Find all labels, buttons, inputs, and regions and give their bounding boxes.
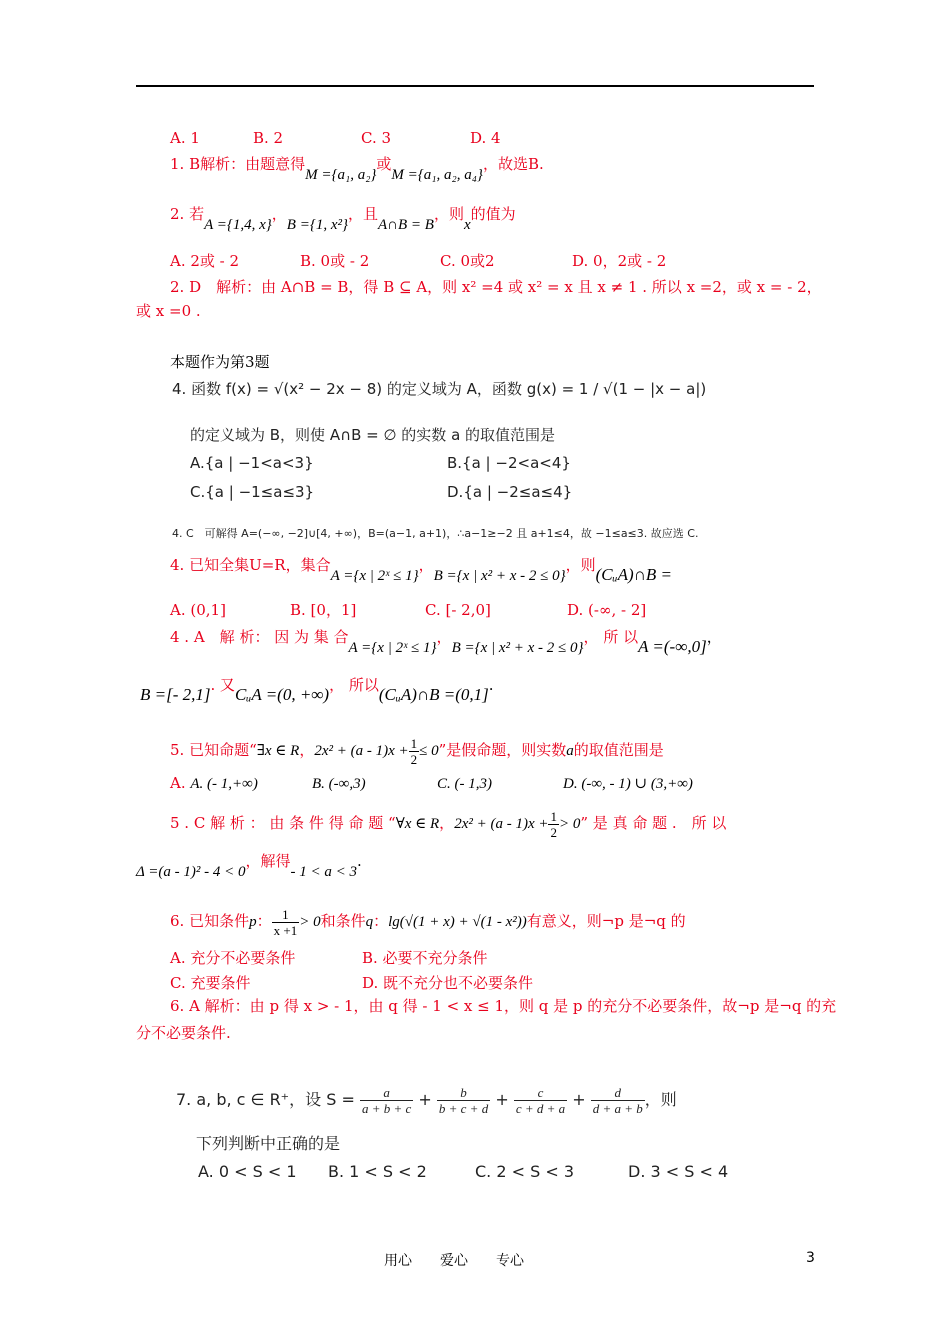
q7-stem-line1: 7. a, b, c ∈ R⁺，设 S = $\frac{a}{a + b + c}$ + $\frac{b}{b + c + d}$ + $\frac{c}{c + d + a}$ + $\frac{d}{d + a + b}$ ，则 bbox=[176, 1085, 677, 1116]
q2-solution-line2: 或 x =0 . bbox=[136, 302, 201, 320]
q1-option-a: A. 1 bbox=[170, 129, 200, 147]
q3-option-c: C.{a | −1≤a≤3} bbox=[190, 483, 315, 501]
q1-option-c: C. 3 bbox=[361, 129, 392, 147]
q3-note: 本题作为第3题 bbox=[170, 353, 270, 371]
q4-solution-line1: 4 . A 解 析： 因 为 集 合A ={x | 2ˣ ≤ 1}，B ={x | x² + x - 2 ≤ 0}， 所 以A =(-∞,0]， bbox=[170, 628, 722, 656]
footer-motto: 用心 爱心 专心 bbox=[384, 1253, 524, 1269]
q7-option-b: B. 1 < S < 2 bbox=[328, 1162, 427, 1181]
q1-option-b: B. 2 bbox=[253, 129, 284, 147]
q7-option-d: D. 3 < S < 4 bbox=[628, 1162, 729, 1181]
q2-solution-line1: 2. D 解析：由 A∩B = B，得 B ⊆ A，则 x² =4 或 x² = x 且 x ≠ 1 . 所以 x =2，或 x = - 2， bbox=[170, 278, 822, 296]
q2-option-b: B. 0或 - 2 bbox=[300, 252, 370, 270]
q5-solution-line2: Δ =(a - 1)² - 4 < 0，解得- 1 < a < 3. bbox=[136, 852, 362, 880]
q3-stem-line1: 4. 函数 f(x) = √(x² − 2x − 8) 的定义域为 A，函数 g(x) = 1 / √(1 − |x − a|) bbox=[172, 380, 707, 398]
q2-option-c: C. 0或2 bbox=[440, 252, 495, 270]
q6-option-d: D. 既不充分也不必要条件 bbox=[362, 974, 534, 992]
q4-solution-line2: B =[- 2,1]. 又CᵤA =(0, +∞)， 所以(CᵤA)∩B =(0,1]. bbox=[140, 676, 494, 704]
q1-option-d: D. 4 bbox=[470, 129, 501, 147]
q6-solution-line2: 分不必要条件. bbox=[136, 1024, 231, 1042]
q3-option-b: B.{a | −2<a<4} bbox=[447, 454, 571, 472]
q7-stem-line2: 下列判断中正确的是 bbox=[196, 1134, 341, 1153]
q4-stem: 4. 已知全集U=R，集合A ={x | 2ˣ ≤ 1}，B ={x | x² + x - 2 ≤ 0}，则(CᵤA)∩B = bbox=[170, 556, 673, 584]
q2-option-a: A. 2或 - 2 bbox=[170, 252, 240, 270]
q3-option-a: A.{a | −1<a<3} bbox=[190, 454, 314, 472]
q2-stem: 2. 若A ={1,4, x}，B ={1, x²}，且A∩B = B，则x的值为 bbox=[170, 205, 516, 233]
q4-option-c: C. [- 2,0] bbox=[425, 601, 491, 619]
q6-solution-line1: 6. A 解析：由 p 得 x > - 1，由 q 得 - 1 < x ≤ 1，则 q 是 p 的充分不必要条件，故¬p 是¬q 的充 bbox=[170, 997, 837, 1015]
q3-option-d: D.{a | −2≤a≤4} bbox=[447, 483, 573, 501]
q2-option-d: D. 0，2或 - 2 bbox=[572, 252, 667, 270]
q1-solution: 1. B解析：由题意得M ={a₁, a₂}或M ={a₁, a₂, a₄}，故选B. bbox=[170, 155, 544, 183]
q3-stem-line2: 的定义域为 B，则使 A∩B = ∅ 的实数 a 的取值范围是 bbox=[190, 426, 556, 444]
q5-solution-line1: 5 . C 解 析 ： 由 条 件 得 命 题 “∀x ∈ R，2x² + (a - 1)x + $\frac{1}{2}$ > 0” 是 真 命 题 . 所 以 bbox=[170, 808, 727, 840]
q6-option-a: A. 充分不必要条件 bbox=[170, 949, 296, 967]
q5-option-d: D. (-∞, - 1) ∪ (3,+∞) bbox=[563, 776, 693, 792]
q5-option-a: A. A. (- 1,+∞) bbox=[170, 774, 258, 792]
q6-option-c: C. 充要条件 bbox=[170, 974, 251, 992]
q5-stem: 5. 已知命题“∃x ∈ R，2x² + (a - 1)x + $\frac{1}{2}$ ≤ 0”是假命题，则实数a的取值范围是 bbox=[170, 735, 664, 767]
q4-option-a: A. (0,1] bbox=[170, 601, 226, 619]
q4-option-b: B. [0，1] bbox=[290, 601, 357, 619]
q6-stem: 6. 已知条件p： $\frac{1}{x +1}$ > 0和条件q：lg(√(1 + x) + √(1 - x²))有意义，则¬p 是¬q 的 bbox=[170, 906, 686, 938]
q5-option-c: C. (- 1,3) bbox=[437, 776, 492, 792]
q7-option-a: A. 0 < S < 1 bbox=[198, 1162, 297, 1181]
q6-option-b: B. 必要不充分条件 bbox=[362, 949, 488, 967]
q4-option-d: D. (-∞, - 2] bbox=[567, 601, 647, 619]
page-number: 3 bbox=[806, 1250, 815, 1266]
q5-option-b: B. (-∞,3) bbox=[312, 776, 366, 792]
q7-option-c: C. 2 < S < 3 bbox=[475, 1162, 575, 1181]
q3-solution: 4. C 可解得 A=(−∞, −2]∪[4, +∞)，B=(a−1, a+1)，∴a−1≥−2 且 a+1≤4，故 −1≤a≤3. 故应选 C. bbox=[172, 527, 699, 540]
header-rule bbox=[136, 85, 814, 87]
